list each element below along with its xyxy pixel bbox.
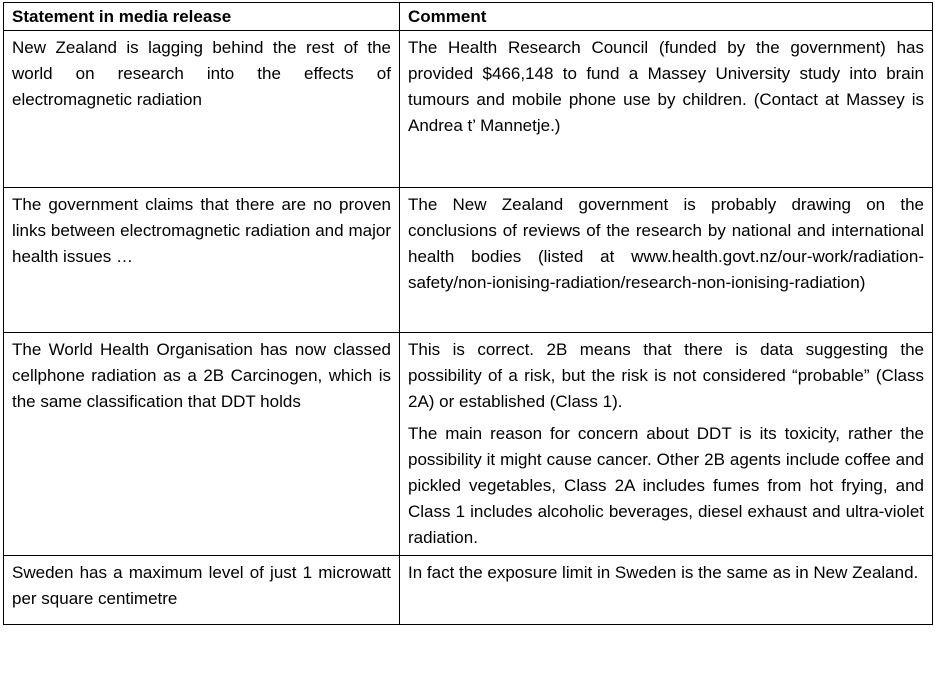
comment-cell: [400, 31, 933, 188]
table-row: [4, 188, 933, 333]
table-row: [4, 333, 933, 556]
header-comment: Comment: [400, 3, 933, 31]
table-row: [4, 31, 933, 188]
comment-paragraph: The Health Research Council (funded by the government) has provided $466,148 to fund a Massey University study into brain tumours and mobile phone use by children. (Contact at Massey is Andrea t’ Mannetje.): [408, 38, 924, 135]
statement-cell: The government claims that there are no proven links between electromagnetic radiation and major health issues …: [4, 188, 400, 333]
comment-cell: [400, 556, 933, 625]
header-statement: Statement in media release: [4, 3, 400, 31]
comment-cell: [400, 188, 933, 333]
comment-paragraph: In fact the exposure limit in Sweden is the same as in New Zealand.: [408, 563, 919, 582]
comment-paragraph: The main reason for concern about DDT is its toxicity, rather the possibility it might cause cancer. Other 2B agents include coffee and pickled vegetables, Class 2A includes fumes from hot frying, and Class 1 includes alcoholic beverages, diesel exhaust and ultra-violet radiation.: [408, 424, 924, 547]
header-row: [4, 3, 933, 31]
table-row: [4, 556, 933, 625]
statement-cell: New Zealand is lagging behind the rest of the world on research into the effects of electromagnetic radiation: [4, 31, 400, 188]
comment-paragraph: This is correct. 2B means that there is data suggesting the possibility of a risk, but the risk is not considered “probable” (Class 2A) or established (Class 1).: [408, 340, 924, 411]
statements-table: [3, 2, 933, 625]
comment-paragraph: The New Zealand government is probably drawing on the conclusions of reviews of the research by national and international health bodies (listed at www.health.govt.nz/our-work/radiation-safety/non-ionising-radiation/research-non-ionising-radiation): [408, 195, 924, 292]
statement-cell: The World Health Organisation has now classed cellphone radiation as a 2B Carcinogen, which is the same classification that DDT holds: [4, 333, 400, 556]
statement-cell: Sweden has a maximum level of just 1 microwatt per square centimetre: [4, 556, 400, 625]
comment-cell: [400, 333, 933, 556]
